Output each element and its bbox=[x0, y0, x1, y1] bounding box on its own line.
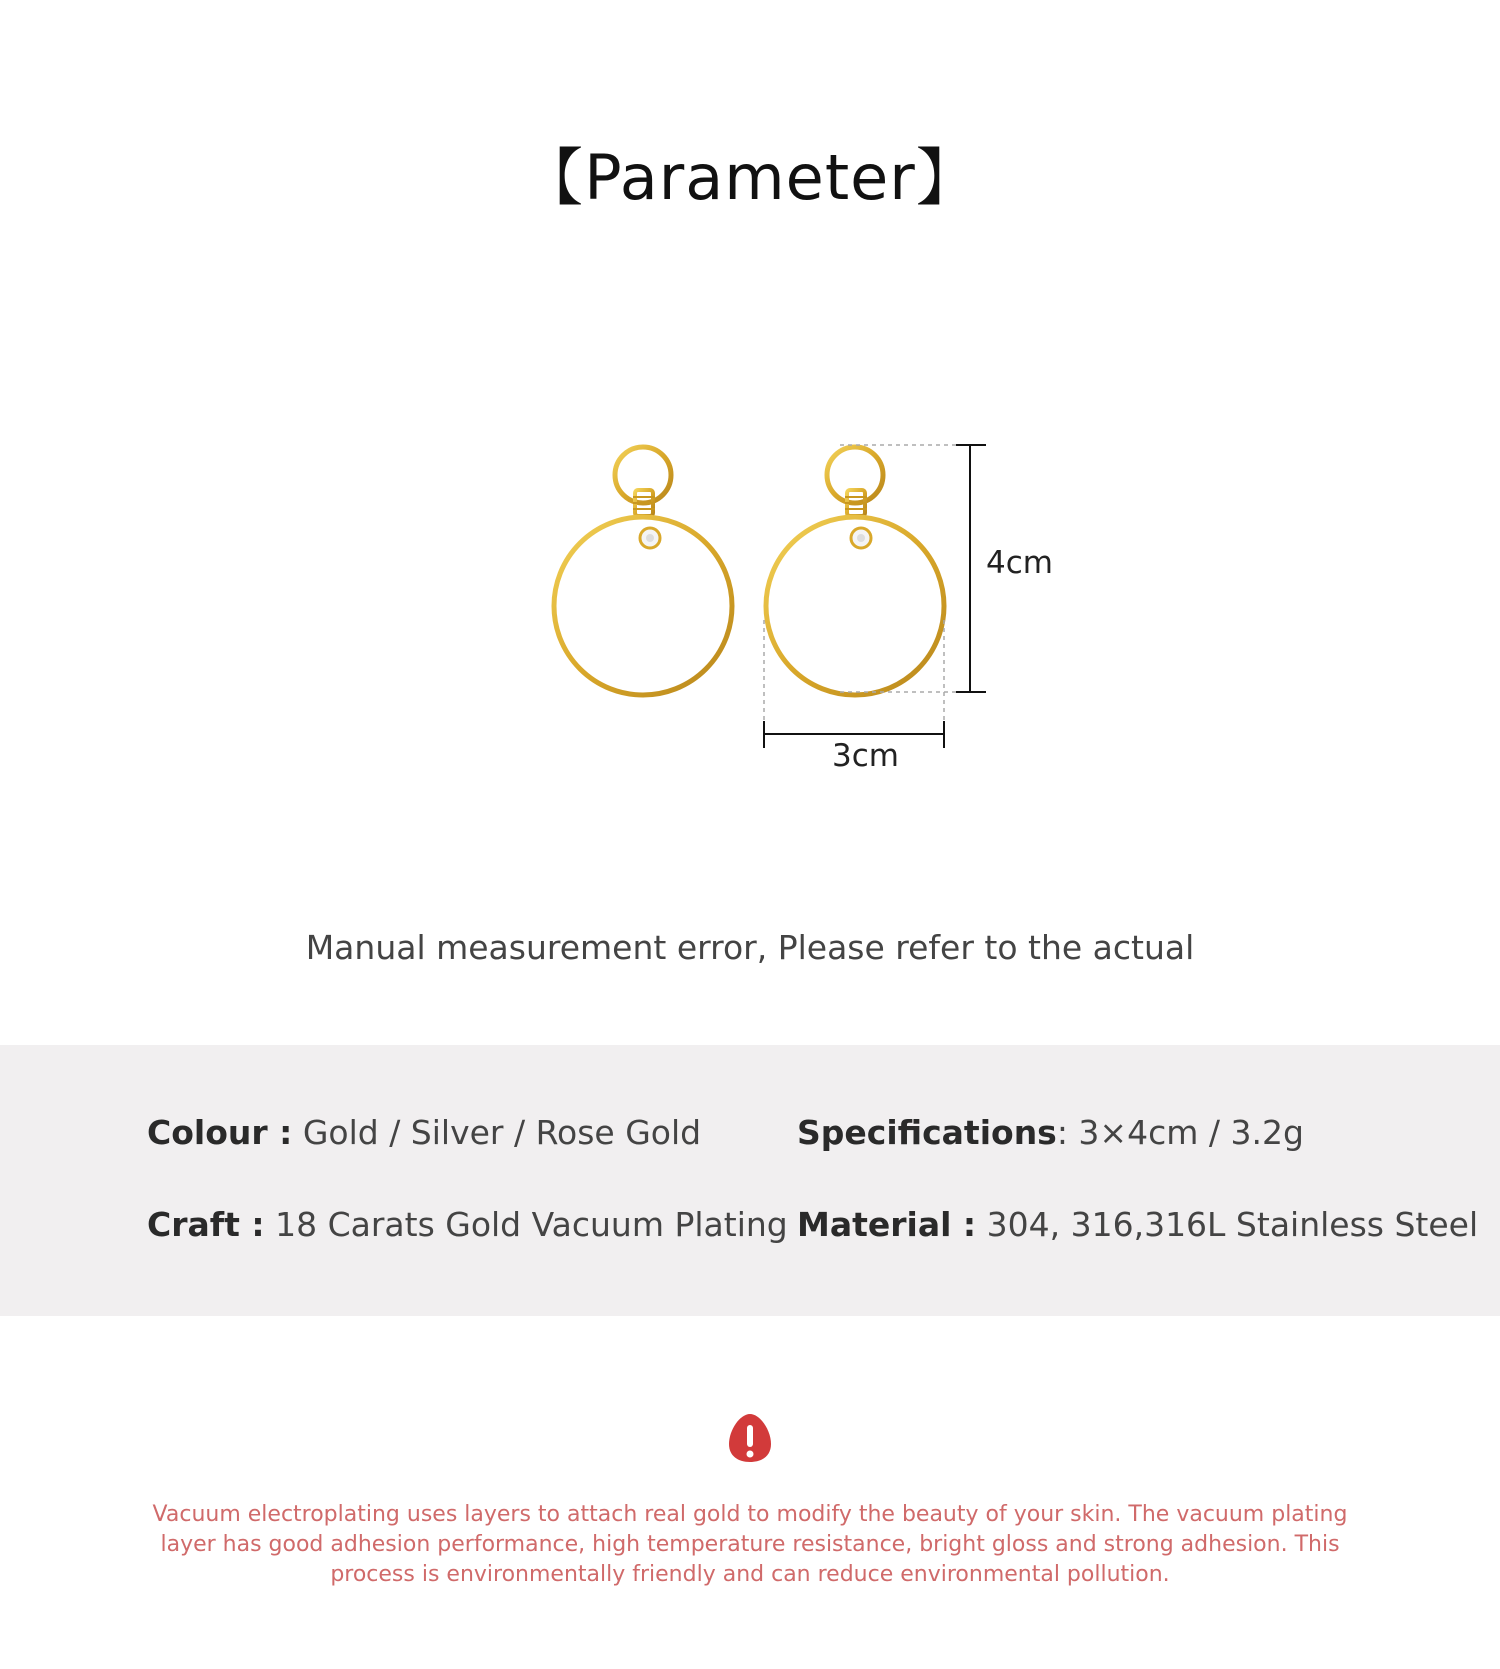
height-label: 4cm bbox=[986, 545, 1053, 581]
spec-panel bbox=[0, 1045, 1500, 1316]
spec-colour-key: Colour : bbox=[147, 1113, 293, 1152]
spec-colour-value: Gold / Silver / Rose Gold bbox=[302, 1113, 702, 1152]
spec-material-key: Material : bbox=[797, 1205, 977, 1244]
measurement-guides bbox=[764, 445, 970, 732]
left-earring-image bbox=[554, 447, 732, 695]
width-label: 3cm bbox=[832, 738, 899, 774]
spec-specifications bbox=[797, 1113, 1304, 1152]
right-earring-image bbox=[766, 447, 944, 695]
spec-craft-key: Craft : bbox=[147, 1205, 265, 1244]
spec-material bbox=[797, 1205, 1478, 1244]
warning-text: Vacuum electroplating uses layers to attach real gold to modify the beauty of your skin. The vacuum plating layer has good adhesion performance, high temperature resistance, bright gloss and strong adhesion. This process is environmentally friendly and can reduce environmental pollution. bbox=[152, 1502, 1348, 1587]
page-title: 【Parameter】 bbox=[521, 141, 979, 214]
warning-icon bbox=[727, 1412, 773, 1469]
height-dimension-line bbox=[956, 445, 986, 692]
spec-material-value: 304, 316,316L Stainless Steel bbox=[986, 1205, 1479, 1244]
earrings-figure bbox=[0, 0, 1500, 820]
spec-colour bbox=[147, 1113, 701, 1152]
spec-specifications-value: : 3×4cm / 3.2g bbox=[1056, 1113, 1304, 1152]
spec-specifications-key: Specifications bbox=[797, 1113, 1057, 1152]
measurement-note: Manual measurement error, Please refer to the actual bbox=[305, 928, 1195, 967]
spec-craft bbox=[147, 1205, 788, 1244]
spec-craft-value: 18 Carats Gold Vacuum Plating bbox=[275, 1205, 788, 1244]
